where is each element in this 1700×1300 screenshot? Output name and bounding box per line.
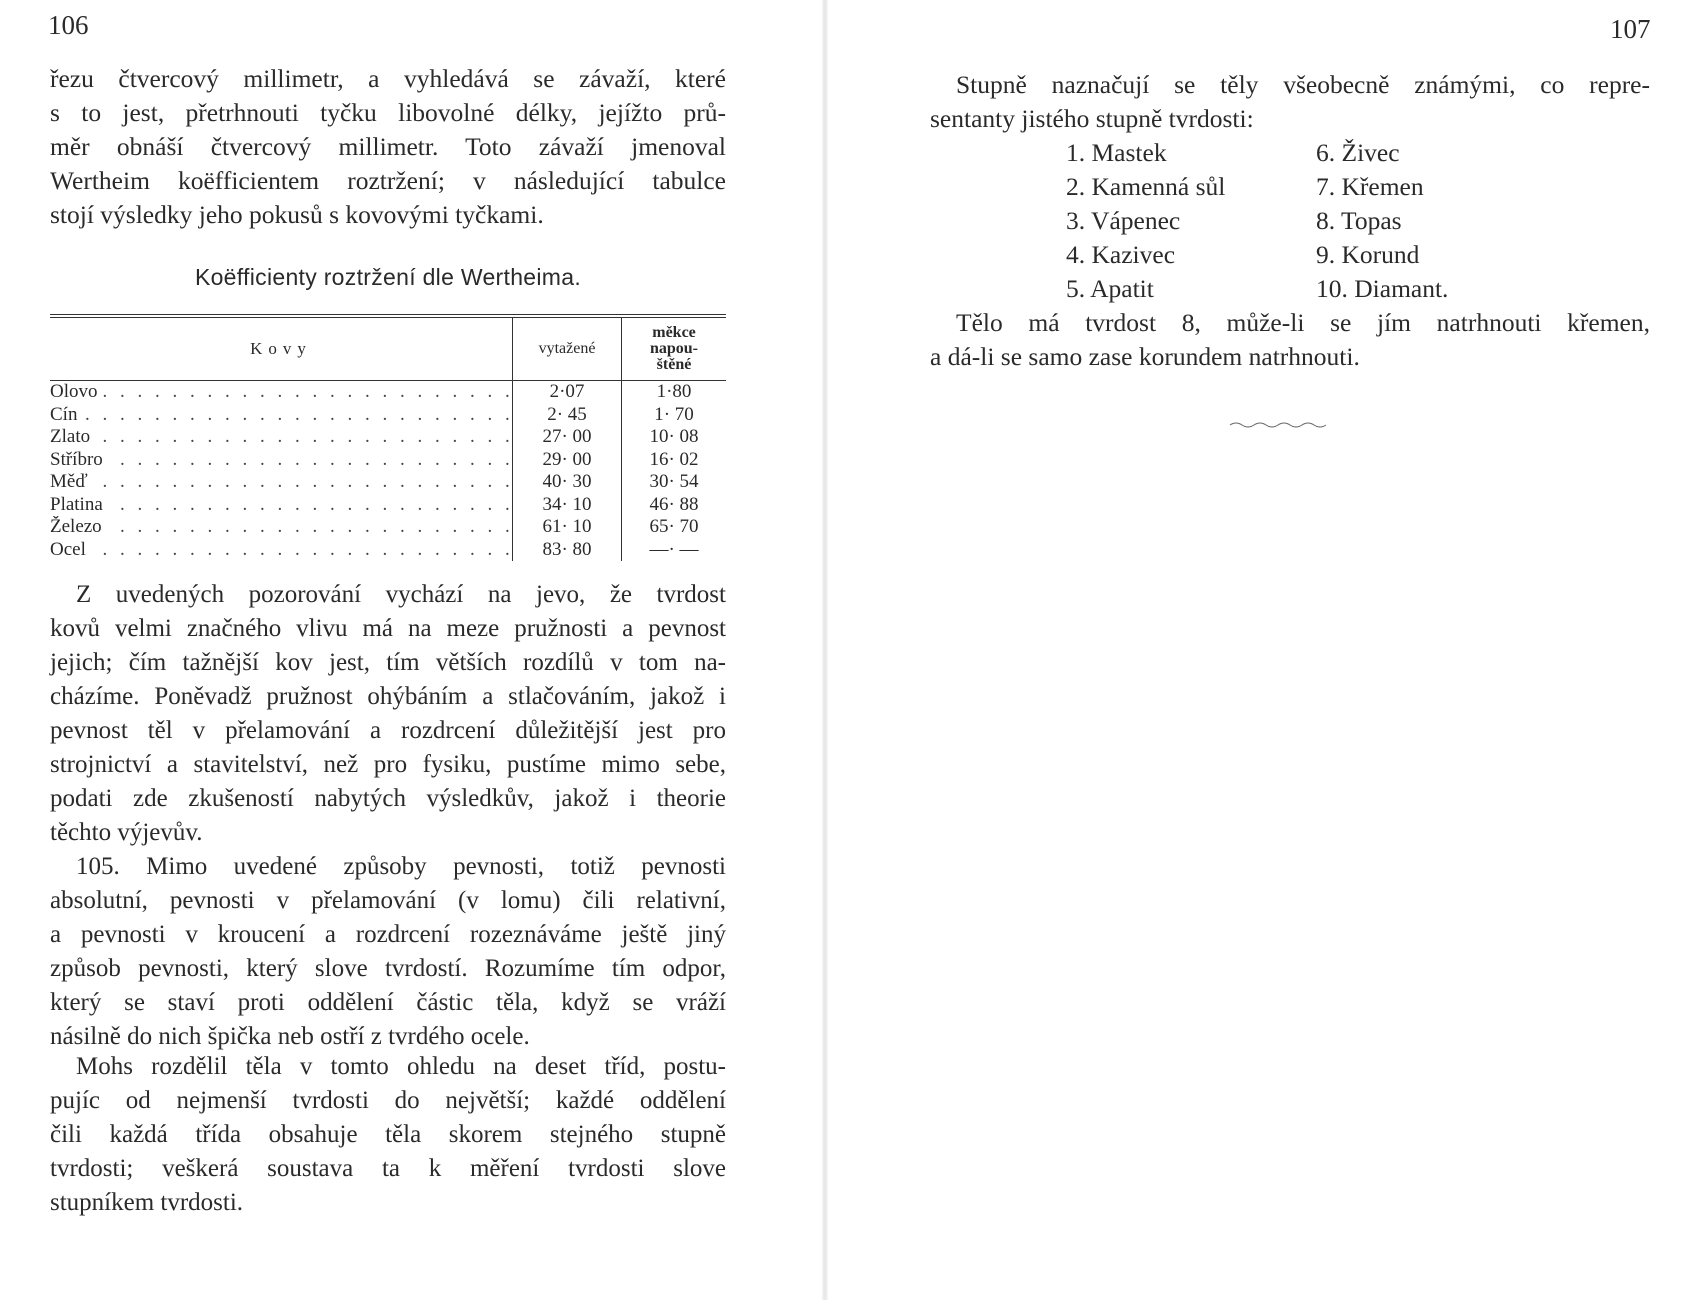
text-line: těchto výjevův. [50,819,203,846]
text-line: stojí výsledky jeho pokusů s kovovými tyčkami. [50,200,544,229]
text-line: řezu čtvercový millimetr, a vyhledává se závaží, které [50,64,726,93]
text-line: násilně do nich špička neb ostří z tvrdého ocele. [50,1023,530,1050]
text-line: který se staví proti oddělení částic těla, když se vráží [50,989,726,1016]
end-ornament [1228,420,1328,430]
text-line: podati zde zkušeností nabytých výsledkův, jakož i theorie [50,785,726,812]
annealed-value: 65· 70 [649,516,699,538]
text-line: Stupně naznačují se těly všeobecně známými, co repre- [956,70,1650,99]
annealed-value: 1·80 [656,381,692,403]
metal-name: Cín . . . [50,404,513,427]
text-line: s to jest, přetrhnouti tyčku libovolné délky, jejížto prů- [50,98,726,127]
text-line: pujíc od nejmenší tvrdosti do největší; každé oddělení [50,1087,726,1114]
scale-item: 3. Vápenec [1066,206,1181,235]
header-drawn: vytažené [513,316,622,381]
drawn-value: 27· 00 [513,426,622,449]
text-line: Tělo má tvrdost 8, může-li se jím natrhnouti křemen, [956,308,1650,337]
paragraph-conclusions [50,578,726,850]
text-line: jejich; čím tažnější kov jest, tím větších rozdílů v tom na- [50,649,726,676]
header-annealed-line3: štěné [656,356,692,373]
table-title: Koëfficienty roztržení dle Wertheima. [194,264,582,290]
scale-item: 10. Diamant. [1316,274,1449,303]
header-metals: Kovy [250,339,312,358]
text-line: a pevnosti v kroucení a rozdrcení rozeznáváme ještě jiný [50,921,726,948]
text-line: Mohs rozdělil těla v tomto ohledu na deset tříd, postu- [76,1053,726,1080]
text-line: sentanty jistého stupně tvrdosti: [930,104,1254,133]
metal-name: Stříbro . . . [50,449,513,472]
annealed-value: —· — [649,538,699,560]
metal-name: Platina . . . [50,494,513,517]
annealed-value: 46· 88 [649,493,699,515]
scale-item: 4. Kazivec [1066,240,1176,269]
metal-name: Zlato . . . [50,426,513,449]
annealed-value: 10· 08 [649,426,699,448]
table-row [50,404,726,427]
text-line: Z uvedených pozorování vychází na jevo, že tvrdost [76,581,726,608]
annealed-value: 16· 02 [649,448,699,470]
left-top-paragraph [50,62,726,232]
scale-intro [930,68,1650,136]
right-page-number: 107 [1610,14,1651,44]
scale-item: 6. Živec [1316,138,1400,167]
table-row [50,381,726,404]
table-row [50,426,726,449]
metal-name: Ocel . . . [50,539,513,562]
table-row [50,539,726,562]
text-line: kovů velmi značného vlivu má na meze pružnosti a pevnost [50,615,726,642]
drawn-value: 34· 10 [513,494,622,517]
header-annealed [622,316,727,381]
drawn-value: 2· 45 [513,404,622,427]
mohs-hardness-scale [1066,136,1486,306]
text-line: cházíme. Poněvadž pružnost ohýbáním a stlačováním, jakož i [50,683,726,710]
table-row [50,516,726,539]
drawn-value: 29· 00 [513,449,622,472]
right-page [830,0,1700,1300]
annealed-value: 1· 70 [654,403,694,425]
paragraph-105-hardness [50,850,726,1054]
scale-item: 2. Kamenná sůl [1066,172,1226,201]
drawn-value: 61· 10 [513,516,622,539]
text-line: Wertheim koëfficientem roztržení; v následující tabulce [50,166,726,195]
drawn-value: 2·07 [513,381,622,404]
table-row [50,471,726,494]
scale-item: 5. Apatit [1066,274,1154,303]
header-annealed-line1: měkce [652,324,696,341]
left-page-number: 106 [48,10,89,40]
text-line: čili každá třída obsahuje těla skorem stejného stupně [50,1121,726,1148]
table-header-row [50,316,726,381]
text-line: absolutní, pevnosti v přelamování (v lomu) čili relativní, [50,887,726,914]
paragraph-mohs [50,1050,726,1220]
scale-item: 1. Mastek [1066,138,1167,167]
scale-item: 7. Křemen [1316,172,1424,201]
text-line: způsob pevnosti, který slove tvrdostí. Rozumíme tím odpor, [50,955,726,982]
text-line: tvrdosti; veškerá soustava ta k měření tvrdosti slove [50,1155,726,1182]
text-line: měr obnáší čtvercový millimetr. Toto závaží jmenoval [50,132,726,161]
drawn-value: 83· 80 [513,539,622,562]
text-line: a dá-li se samo zase korundem natrhnouti. [930,342,1360,371]
text-line: strojnictví a stavitelství, než pro fysiku, pustíme mimo sebe, [50,751,726,778]
drawn-value: 40· 30 [513,471,622,494]
scale-item: 8. Topas [1316,206,1402,235]
table-row [50,494,726,517]
scale-item: 9. Korund [1316,240,1420,269]
metal-name: Železo . . . [50,516,513,539]
breaking-coefficient-table [50,314,726,561]
header-annealed-line2: napou- [649,340,699,357]
annealed-value: 30· 54 [649,471,699,493]
hardness-example [930,306,1650,374]
text-line: pevnost těl v přelamování a rozdrcení důležitější jest pro [50,717,726,744]
text-line: 105. Mimo uvedené způsoby pevnosti, totiž pevnosti [76,853,726,880]
text-line: stupníkem tvrdosti. [50,1189,244,1216]
left-page [0,0,830,1300]
metal-name: Měď . . . [50,471,513,494]
table-row [50,449,726,472]
metal-name: Olovo . . . [50,381,513,404]
